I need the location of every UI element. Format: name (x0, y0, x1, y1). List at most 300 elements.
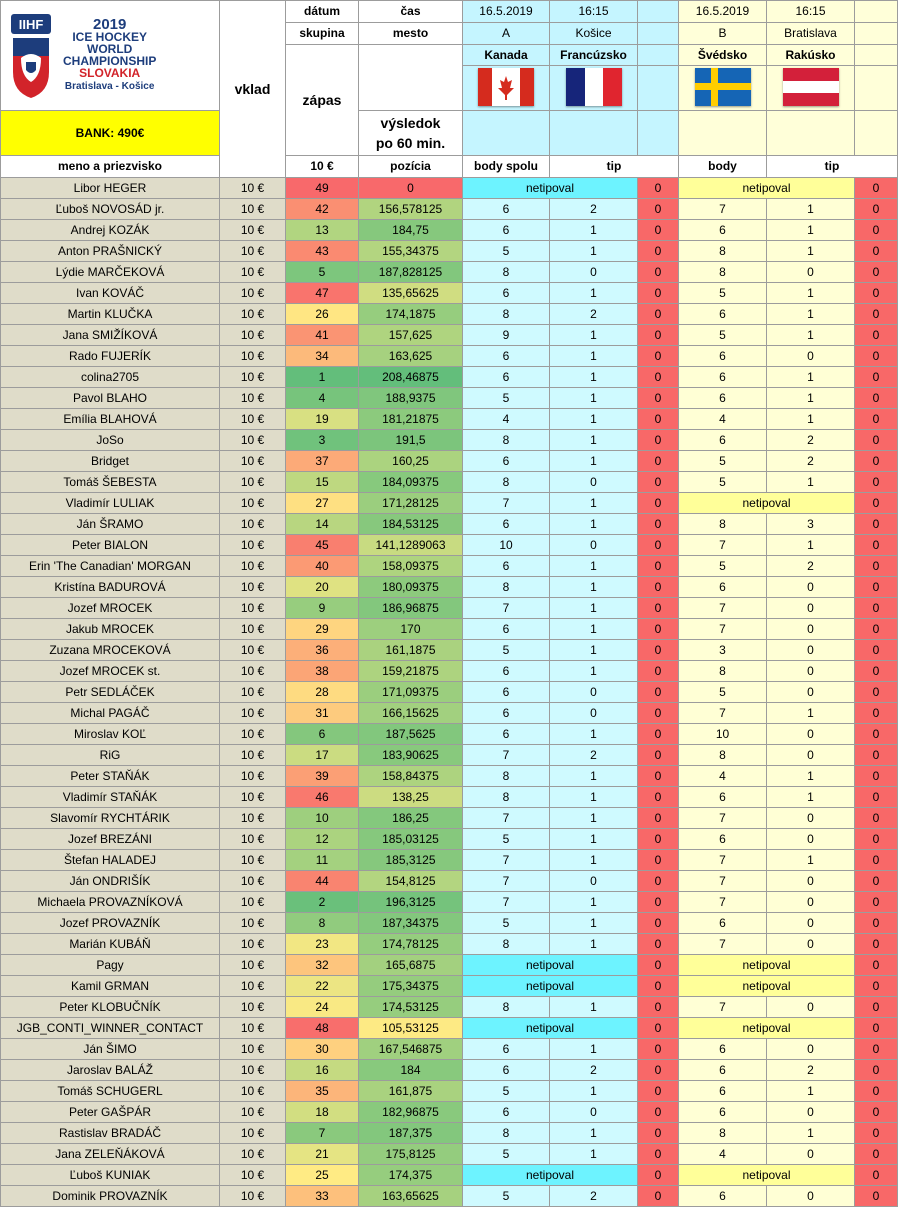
body1-value: 0 (638, 430, 679, 451)
tip2-away: 1 (767, 1123, 855, 1144)
tip2-home: 6 (679, 577, 767, 598)
player-position: 42 (286, 199, 359, 220)
player-name: Peter BIALON (1, 535, 220, 556)
col-tip2-header: tip (767, 156, 898, 178)
player-name: Martin KLUČKA (1, 304, 220, 325)
body1-value: 0 (638, 1102, 679, 1123)
tip2-home: 7 (679, 892, 767, 913)
zapas-label: zápas (286, 45, 359, 156)
player-name: Pagy (1, 955, 220, 976)
body2-value: 0 (855, 598, 898, 619)
player-name: Jozef BREZÁNI (1, 829, 220, 850)
body2-value: 0 (855, 346, 898, 367)
body1-value: 0 (638, 283, 679, 304)
player-position: 3 (286, 430, 359, 451)
tip1-away: 1 (550, 787, 638, 808)
player-name: Michal PAGÁČ (1, 703, 220, 724)
player-name: Slavomír RYCHTÁRIK (1, 808, 220, 829)
vklad-label: vklad (220, 1, 286, 178)
player-points: 174,375 (359, 1165, 463, 1186)
tip1-home: 8 (463, 1123, 550, 1144)
tip1-away: 1 (550, 892, 638, 913)
tip1-missed: netipoval (463, 1018, 638, 1039)
player-position: 17 (286, 745, 359, 766)
table-row (1, 871, 898, 892)
tip2-home: 6 (679, 367, 767, 388)
col-tip1-header: tip (550, 156, 679, 178)
body1-value: 0 (638, 955, 679, 976)
body1-value: 0 (638, 829, 679, 850)
player-name: Zuzana MROCEKOVÁ (1, 640, 220, 661)
player-points: 170 (359, 619, 463, 640)
body2-value: 0 (855, 682, 898, 703)
table-row (1, 913, 898, 934)
tip1-away: 1 (550, 850, 638, 871)
tip1-away: 0 (550, 535, 638, 556)
table-row (1, 1144, 898, 1165)
body1-value: 0 (638, 997, 679, 1018)
body2-value: 0 (855, 304, 898, 325)
body1-value: 0 (638, 556, 679, 577)
player-vklad: 10 € (220, 1123, 286, 1144)
player-points: 105,53125 (359, 1018, 463, 1039)
player-points: 174,78125 (359, 934, 463, 955)
datum-label: dátum (286, 1, 359, 23)
tip1-home: 6 (463, 661, 550, 682)
tip2-home: 3 (679, 640, 767, 661)
table-row (1, 346, 898, 367)
svg-text:IIHF: IIHF (18, 16, 44, 32)
player-points: 155,34375 (359, 241, 463, 262)
tip2-away: 0 (767, 1144, 855, 1165)
player-vklad: 10 € (220, 283, 286, 304)
player-points: 185,3125 (359, 850, 463, 871)
body1-value: 0 (638, 1165, 679, 1186)
player-position: 34 (286, 346, 359, 367)
body1-value: 0 (638, 787, 679, 808)
tip1-away: 1 (550, 388, 638, 409)
player-name: Jana ZELEŇÁKOVÁ (1, 1144, 220, 1165)
table-row (1, 472, 898, 493)
player-vklad: 10 € (220, 262, 286, 283)
player-name: Ľuboš KUNIAK (1, 1165, 220, 1186)
player-name: Tomáš ŠEBESTA (1, 472, 220, 493)
player-position: 15 (286, 472, 359, 493)
player-vklad: 10 € (220, 430, 286, 451)
body1-value: 0 (638, 766, 679, 787)
player-points: 141,1289063 (359, 535, 463, 556)
tip2-home: 6 (679, 787, 767, 808)
body1-value: 0 (638, 367, 679, 388)
player-position: 32 (286, 955, 359, 976)
tip1-away: 1 (550, 997, 638, 1018)
skupina-label: skupina (286, 23, 359, 45)
body1-value: 0 (638, 1144, 679, 1165)
table-row (1, 283, 898, 304)
match1-time: 16:15 (550, 1, 638, 23)
tip1-away: 1 (550, 409, 638, 430)
tip1-home: 7 (463, 493, 550, 514)
tip1-away: 1 (550, 283, 638, 304)
table-row (1, 976, 898, 997)
tip2-home: 7 (679, 934, 767, 955)
tip1-home: 7 (463, 598, 550, 619)
tip2-home: 4 (679, 409, 767, 430)
player-vklad: 10 € (220, 1186, 286, 1207)
tip2-away: 0 (767, 577, 855, 598)
tip1-home: 7 (463, 745, 550, 766)
tip1-away: 1 (550, 808, 638, 829)
player-vklad: 10 € (220, 1039, 286, 1060)
tip1-home: 8 (463, 262, 550, 283)
tip2-away: 1 (767, 241, 855, 262)
body2-value: 0 (855, 514, 898, 535)
table-row (1, 787, 898, 808)
body2-value: 0 (855, 283, 898, 304)
player-points: 158,09375 (359, 556, 463, 577)
body1-value: 0 (638, 682, 679, 703)
tip1-home: 6 (463, 724, 550, 745)
body1-value: 0 (638, 220, 679, 241)
player-position: 39 (286, 766, 359, 787)
player-vklad: 10 € (220, 367, 286, 388)
tip1-away: 1 (550, 1123, 638, 1144)
player-points: 159,21875 (359, 661, 463, 682)
player-name: Peter STAŇÁK (1, 766, 220, 787)
player-position: 48 (286, 1018, 359, 1039)
table-row (1, 430, 898, 451)
vysledok-line-2: po 60 min. (375, 135, 446, 151)
table-row (1, 1018, 898, 1039)
table-row (1, 409, 898, 430)
player-position: 28 (286, 682, 359, 703)
body1-value: 0 (638, 178, 679, 199)
match2-date: 16.5.2019 (679, 1, 767, 23)
tip2-away: 0 (767, 346, 855, 367)
player-vklad: 10 € (220, 472, 286, 493)
tip1-away: 1 (550, 598, 638, 619)
player-name: Lýdie MARČEKOVÁ (1, 262, 220, 283)
match1-city: Košice (550, 23, 638, 45)
player-position: 26 (286, 304, 359, 325)
body1-value: 0 (638, 262, 679, 283)
body1-value: 0 (638, 325, 679, 346)
tip1-away: 1 (550, 451, 638, 472)
tip1-home: 5 (463, 640, 550, 661)
player-position: 13 (286, 220, 359, 241)
tip1-home: 6 (463, 451, 550, 472)
player-vklad: 10 € (220, 220, 286, 241)
tip2-away: 0 (767, 598, 855, 619)
tip1-home: 8 (463, 577, 550, 598)
body2-value: 0 (855, 1123, 898, 1144)
body2-value: 0 (855, 913, 898, 934)
tip1-away: 0 (550, 703, 638, 724)
player-position: 25 (286, 1165, 359, 1186)
tip2-missed: netipoval (679, 976, 855, 997)
match1-date: 16.5.2019 (463, 1, 550, 23)
body1-value: 0 (638, 1081, 679, 1102)
tip2-home: 5 (679, 283, 767, 304)
player-points: 138,25 (359, 787, 463, 808)
tip2-home: 7 (679, 199, 767, 220)
tip1-home: 6 (463, 199, 550, 220)
tip1-away: 1 (550, 220, 638, 241)
tip1-home: 8 (463, 472, 550, 493)
tip2-home: 5 (679, 556, 767, 577)
player-vklad: 10 € (220, 934, 286, 955)
tip1-away: 2 (550, 304, 638, 325)
team-francuzsko: Francúzsko (550, 45, 638, 66)
player-position: 46 (286, 787, 359, 808)
body2-value: 0 (855, 388, 898, 409)
tip1-away: 1 (550, 577, 638, 598)
player-vklad: 10 € (220, 682, 286, 703)
tip2-home: 8 (679, 745, 767, 766)
player-position: 31 (286, 703, 359, 724)
player-position: 18 (286, 1102, 359, 1123)
body1-value: 0 (638, 934, 679, 955)
table-row (1, 367, 898, 388)
tip2-home: 8 (679, 241, 767, 262)
player-name: Kamil GRMAN (1, 976, 220, 997)
tip2-away: 1 (767, 199, 855, 220)
tip2-home: 6 (679, 913, 767, 934)
tip1-away: 1 (550, 325, 638, 346)
table-row (1, 1186, 898, 1207)
player-name: Michaela PROVAZNÍKOVÁ (1, 892, 220, 913)
body1-value: 0 (638, 976, 679, 997)
player-vklad: 10 € (220, 1102, 286, 1123)
bank-total: BANK: 490€ (1, 111, 220, 156)
tip2-away: 0 (767, 619, 855, 640)
tip2-home: 7 (679, 871, 767, 892)
player-points: 191,5 (359, 430, 463, 451)
tip1-away: 1 (550, 766, 638, 787)
body1-value: 0 (638, 1018, 679, 1039)
body2-value: 0 (855, 367, 898, 388)
player-name: Vladimír LULIAK (1, 493, 220, 514)
body2-value: 0 (855, 451, 898, 472)
player-name: Tomáš SCHUGERL (1, 1081, 220, 1102)
player-position: 2 (286, 892, 359, 913)
tip1-away: 1 (550, 724, 638, 745)
player-points: 135,65625 (359, 283, 463, 304)
tip1-home: 8 (463, 997, 550, 1018)
team-rakusko: Rakúsko (767, 45, 855, 66)
player-name: JoSo (1, 430, 220, 451)
player-position: 14 (286, 514, 359, 535)
body2-value: 0 (855, 220, 898, 241)
player-name: Libor HEGER (1, 178, 220, 199)
tip2-away: 0 (767, 913, 855, 934)
tip2-home: 5 (679, 325, 767, 346)
tip2-home: 8 (679, 661, 767, 682)
body2-value: 0 (855, 1165, 898, 1186)
player-vklad: 10 € (220, 745, 286, 766)
player-vklad: 10 € (220, 724, 286, 745)
body1-value: 0 (638, 1039, 679, 1060)
player-vklad: 10 € (220, 913, 286, 934)
player-vklad: 10 € (220, 619, 286, 640)
body2-value: 0 (855, 724, 898, 745)
player-name: Pavol BLAHO (1, 388, 220, 409)
tip1-away: 2 (550, 1186, 638, 1207)
player-points: 0 (359, 178, 463, 199)
body2-value: 0 (855, 787, 898, 808)
tip2-away: 2 (767, 556, 855, 577)
col-vklad-header: 10 € (286, 156, 359, 178)
player-name: RiG (1, 745, 220, 766)
tip2-away: 1 (767, 787, 855, 808)
player-points: 161,875 (359, 1081, 463, 1102)
table-row (1, 997, 898, 1018)
player-vklad: 10 € (220, 451, 286, 472)
player-vklad: 10 € (220, 241, 286, 262)
player-vklad: 10 € (220, 661, 286, 682)
player-name: Erin 'The Canadian' MORGAN (1, 556, 220, 577)
tip2-home: 5 (679, 682, 767, 703)
tip1-home: 10 (463, 535, 550, 556)
tip1-home: 7 (463, 871, 550, 892)
tip1-away: 1 (550, 346, 638, 367)
match2-result-home (679, 111, 767, 156)
player-points: 175,34375 (359, 976, 463, 997)
tip2-away: 0 (767, 745, 855, 766)
player-name: Ivan KOVÁČ (1, 283, 220, 304)
player-position: 10 (286, 808, 359, 829)
player-points: 185,03125 (359, 829, 463, 850)
tip1-home: 8 (463, 766, 550, 787)
tip2-home: 8 (679, 514, 767, 535)
player-vklad: 10 € (220, 892, 286, 913)
team-svedsko: Švédsko (679, 45, 767, 66)
player-points: 184,75 (359, 220, 463, 241)
player-position: 47 (286, 283, 359, 304)
player-points: 187,375 (359, 1123, 463, 1144)
tip1-missed: netipoval (463, 955, 638, 976)
body2-value: 0 (855, 577, 898, 598)
tip1-away: 0 (550, 1102, 638, 1123)
tip1-home: 6 (463, 703, 550, 724)
body1-value: 0 (638, 514, 679, 535)
tip2-away: 1 (767, 472, 855, 493)
player-vklad: 10 € (220, 871, 286, 892)
player-position: 44 (286, 871, 359, 892)
player-points: 163,625 (359, 346, 463, 367)
tip2-home: 7 (679, 619, 767, 640)
player-name: Štefan HALADEJ (1, 850, 220, 871)
tip2-home: 7 (679, 598, 767, 619)
body2-value: 0 (855, 766, 898, 787)
player-points: 161,1875 (359, 640, 463, 661)
tip2-missed: netipoval (679, 1165, 855, 1186)
match2-result-away (767, 111, 855, 156)
player-vklad: 10 € (220, 178, 286, 199)
player-points: 182,96875 (359, 1102, 463, 1123)
championship-logo (1, 1, 220, 111)
match2-group: B (679, 23, 767, 45)
tip2-missed: netipoval (679, 955, 855, 976)
player-name: Jozef MROCEK (1, 598, 220, 619)
table-row (1, 829, 898, 850)
player-points: 166,15625 (359, 703, 463, 724)
tip1-home: 7 (463, 892, 550, 913)
tip1-away: 0 (550, 472, 638, 493)
body2-value: 0 (855, 703, 898, 724)
tip1-away: 2 (550, 1060, 638, 1081)
player-position: 21 (286, 1144, 359, 1165)
tip1-away: 1 (550, 1039, 638, 1060)
table-row (1, 304, 898, 325)
tip2-away: 1 (767, 766, 855, 787)
player-position: 24 (286, 997, 359, 1018)
player-vklad: 10 € (220, 997, 286, 1018)
col-pozicia-header: pozícia (359, 156, 463, 178)
tip2-away: 1 (767, 535, 855, 556)
player-name: Jozef MROCEK st. (1, 661, 220, 682)
tip1-home: 6 (463, 514, 550, 535)
body2-value: 0 (855, 1018, 898, 1039)
table-row (1, 934, 898, 955)
table-row (1, 1081, 898, 1102)
sweden-flag-icon (695, 68, 751, 106)
body1-value: 0 (638, 871, 679, 892)
body2-value: 0 (855, 1144, 898, 1165)
tip1-away: 1 (550, 1081, 638, 1102)
player-name: Bridget (1, 451, 220, 472)
body1-value: 0 (638, 619, 679, 640)
body2-value: 0 (855, 934, 898, 955)
table-row (1, 619, 898, 640)
player-points: 180,09375 (359, 577, 463, 598)
player-name: Jaroslav BALÁŽ (1, 1060, 220, 1081)
player-position: 35 (286, 1081, 359, 1102)
canada-flag-icon (478, 68, 534, 106)
player-points: 187,828125 (359, 262, 463, 283)
player-name: Rado FUJERÍK (1, 346, 220, 367)
player-name: Jozef PROVAZNÍK (1, 913, 220, 934)
player-name: Marián KUBÁŇ (1, 934, 220, 955)
tip2-away: 0 (767, 1102, 855, 1123)
tip2-home: 6 (679, 829, 767, 850)
player-name: Peter KLOBUČNÍK (1, 997, 220, 1018)
player-position: 30 (286, 1039, 359, 1060)
body1-value: 0 (638, 745, 679, 766)
tip2-away: 1 (767, 325, 855, 346)
player-vklad: 10 € (220, 304, 286, 325)
tip2-away: 1 (767, 850, 855, 871)
player-points: 196,3125 (359, 892, 463, 913)
table-row (1, 1123, 898, 1144)
body1-value: 0 (638, 241, 679, 262)
body2-value: 0 (855, 892, 898, 913)
tip1-away: 1 (550, 1144, 638, 1165)
body2-value: 0 (855, 997, 898, 1018)
table-row (1, 388, 898, 409)
body1-value: 0 (638, 850, 679, 871)
player-position: 8 (286, 913, 359, 934)
table-row (1, 661, 898, 682)
player-points: 184,53125 (359, 514, 463, 535)
tip1-away: 2 (550, 199, 638, 220)
player-points: 171,28125 (359, 493, 463, 514)
player-points: 167,546875 (359, 1039, 463, 1060)
player-vklad: 10 € (220, 556, 286, 577)
tip2-home: 6 (679, 430, 767, 451)
col-body1-header: body (679, 156, 767, 178)
tip1-home: 5 (463, 1081, 550, 1102)
